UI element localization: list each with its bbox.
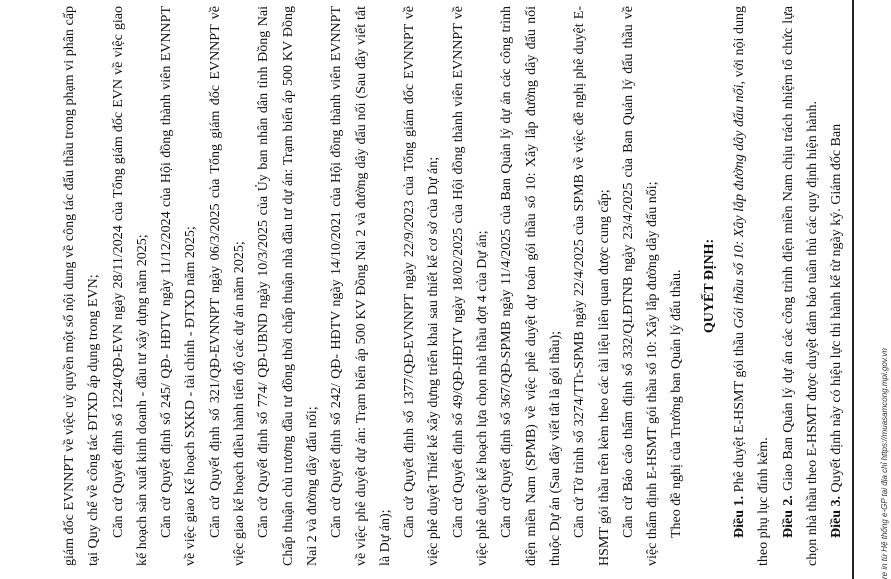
paragraph-11: Theo đề nghị của Trưởng ban Quản lý đấu thầu. bbox=[669, 269, 685, 538]
article-2 bbox=[777, 6, 826, 566]
paragraph-3: Căn cứ Quyết định số 321/QĐ-EVNNPT ngày 06/3/2025 của Tổng giám đốc EVNNPT về việc giao kế hoạch điều hành tiến độ các dự án năm 2025; bbox=[207, 6, 248, 566]
article-1-text-b: , với nội dung theo phụ lục đính kèm. bbox=[732, 6, 772, 566]
paragraph-5: Căn cứ Quyết định số 242/ QĐ- HĐTV ngày 14/10/2021 của Hội đồng thành viên EVNNPT về việc phê duyệt dự án: Trạm biến áp 500 KV Đồng Nai 2 và đường dây đấu nối (Sau đây viết tắt là Dự án); bbox=[329, 6, 393, 566]
article-1-package-name: Gói thầu số 10: Xây lắp đường dây đấu nối bbox=[732, 84, 748, 329]
print-footer: re in từ Hệ thống e-GP tại địa chỉ https://muasamcong.mpi.gov.vn bbox=[880, 348, 889, 579]
page-edge-divider bbox=[852, 0, 854, 579]
paragraph-9: Căn cứ Tờ trình số 3274/TTr-SPMB ngày 22/4/2025 của SPMB về việc đề nghị phê duyệt E-HSMT gói thầu trên kèm theo các tài liệu liên quan được cung cấp; bbox=[572, 6, 612, 566]
paragraph-6: Căn cứ Quyết định số 1377/QĐ-EVNNPT ngày 22/9/2023 của Tổng giám đốc EVNNPT về việc phê duyệt Thiết kế xây dựng triển khai sau thiết kế cơ sở của Dự án; bbox=[402, 6, 442, 566]
article-2-label: Điều 2. bbox=[780, 495, 796, 538]
article-2-text: Giao Ban Quản lý dự án các công trình điện miền Nam chịu trách nhiệm tổ chức lựa chọn nhà thầu theo E-HSMT được duyệt đảm bảo tuân thủ các quy định hiện hành. bbox=[780, 6, 820, 566]
decision-heading: QUYẾT ĐỊNH: bbox=[701, 238, 717, 334]
paragraph-10: Căn cứ Báo cáo thẩm định số 332/QLĐTNB ngày 23/4/2025 của Ban Quản lý đấu thầu về việc thẩm định E-HSMT gói thầu số 10: Xây lắp đường dây đấu nối; bbox=[620, 6, 661, 566]
article-1-label: Điều 1. bbox=[732, 495, 748, 538]
paragraph-8: Căn cứ Quyết định số 367/QĐ-SPMB ngày 11/4/2025 của Ban Quản lý dự án các công trình điện miền Nam (SPMB) về việc phê duyệt dự toán gói thầu số 10: Xây lắp đường dây đấu nối thuộc Dự án (Sau đây viết tắt là gói thầu); bbox=[499, 6, 563, 566]
paragraph-1: Căn cứ Quyết định số 1224/QĐ-EVN ngày 28/11/2024 của Tổng giám đốc EVN về việc giao kế hoạch sản xuất kinh doanh - đầu tư xây dựng năm 2025; bbox=[110, 6, 150, 566]
paragraph-7: Căn cứ Quyết định số 49/QĐ-HĐTV ngày 18/02/2025 của Hội đồng thành viên EVNNPT về việc phê duyệt kế hoạch lựa chọn nhà thầu đợt 4 của Dự án; bbox=[450, 6, 491, 566]
article-3 bbox=[825, 6, 849, 566]
paragraph-4: Căn cứ Quyết định số 774/ QĐ-UBND ngày 10/3/2025 của Ủy ban nhân dân tỉnh Đồng Nai Chấp thuận chủ trương đầu tư đồng thời chấp thuận nhà đầu tư dự án: Trạm biến áp 500 KV Đồng Nai 2 và đường dây đấu nối; bbox=[256, 6, 320, 566]
article-3-label: Điều 3. bbox=[829, 496, 845, 538]
rotated-document-body bbox=[58, 6, 845, 566]
article-3-text: Quyết định này có hiệu lực thi hành kể từ ngày ký. Giám đốc Ban bbox=[829, 123, 845, 496]
paragraph-0: giám đốc EVNNPT về việc uỷ quyền một số nội dung về công tác đấu thầu trong phạm vi phân cấp tại Quy chế về công tác ĐTXD áp dụng trong EVN; bbox=[62, 6, 102, 566]
article-1 bbox=[728, 6, 777, 566]
paragraph-2: Căn cứ Quyết định số 245/ QĐ- HĐTV ngày 11/12/2024 của Hội đồng thành viên EVNNPT về việc giao Kế hoạch SXKD - tài chính - ĐTXD năm 2025; bbox=[159, 6, 199, 566]
article-1-text-a: Phê duyệt E-HSMT gói thầu bbox=[732, 328, 748, 496]
